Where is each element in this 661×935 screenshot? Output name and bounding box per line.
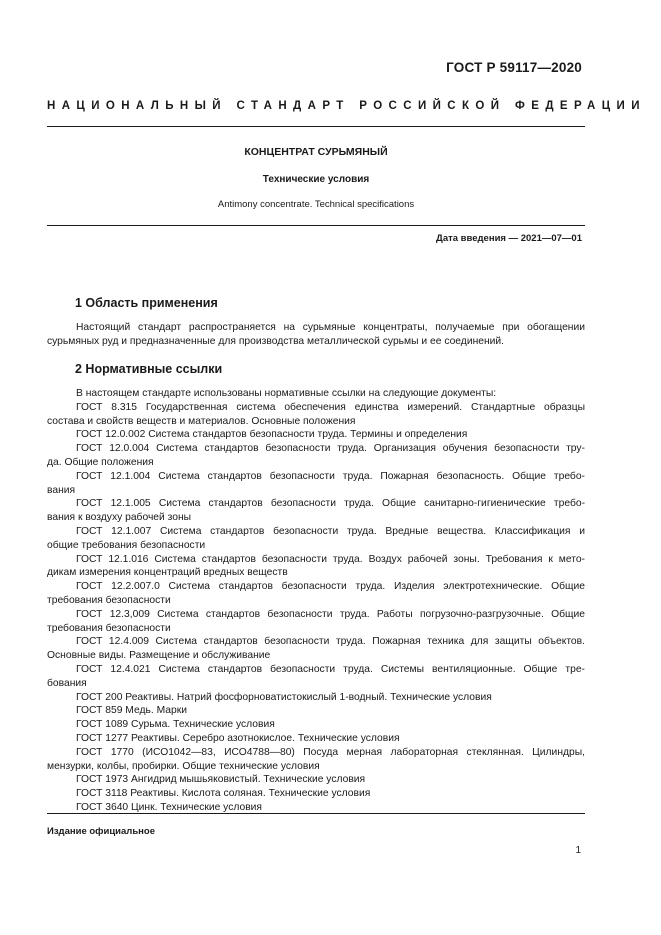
text-line: да. Общие положения [47,456,154,468]
text-line: бования [47,677,87,689]
title-divider [47,225,585,226]
text-line: ГОСТ 12.1.016 Система стандартов безопасности труда. Воздух рабочей зоны. Требования к мето- [76,553,585,565]
text-line: В настоящем стандарте использованы нормативные ссылки на следующие документы: [76,388,497,399]
text-line: ГОСТ 1973 Ангидрид мышьяковистый. Технические условия [76,774,366,786]
top-divider [47,126,585,127]
text-line: ГОСТ 12.0.002 Система стандартов безопасности труда. Термины и определения [76,429,468,441]
text-line: сурьмяных руд и предназначенные для производства металлической сурьмы и ее соединений. [47,335,505,347]
text-line: ГОСТ 12.4.009 Система стандартов безопасности труда. Пожарная техника для защиты объектов. [76,636,585,648]
text-line: ГОСТ 3640 Цинк. Технические условия [76,801,263,813]
text-line: общие требования безопасности [47,539,206,551]
text-line: ГОСТ 12.2.007.0 Система стандартов безопасности труда. Изделия электротехнические. Общие [76,581,585,593]
document-subtitle: Технические условия [262,174,370,185]
text-line: требования безопасности [47,594,171,606]
section-1-text [47,321,585,349]
text-line: ГОСТ 1089 Сурьма. Технические условия [76,719,275,731]
page-number: 1 [575,845,581,856]
text-line: ГОСТ 12.1.007 Система стандартов безопасности труда. Вредные вещества. Классификация и [76,525,585,537]
footer-divider [47,813,585,814]
text-line: ГОСТ 1277 Реактивы. Серебро азотнокислое. Технические условия [76,732,400,744]
text-line: Основные виды. Размещение и обслуживание [47,650,271,662]
text-line: ГОСТ 12.0.004 Система стандартов безопасности труда. Организация обучения безопасности тру- [76,443,585,455]
introduction-date: Дата введения — 2021—07—01 [436,233,582,244]
text-line: вания [47,484,76,496]
section-2-heading: 2 Нормативные ссылки [75,362,223,376]
section-2-text [47,387,585,815]
text-line: состава и свойств веществ и материалов. Основные положения [47,415,356,427]
text-line: ГОСТ 8.315 Государственная система обеспечения единства измерений. Стандартные образцы [76,401,585,413]
text-line: ГОСТ 12.1.005 Система стандартов безопасности труда. Общие санитарно-гигиенические требо- [76,498,585,510]
text-line: вания к воздуху рабочей зоны [47,512,192,524]
text-line: ГОСТ 1770 (ИСО1042—83, ИСО4788—80) Посуда мерная лабораторная стеклянная. Цилиндры, [76,746,585,758]
document-title: КОНЦЕНТРАТ СУРЬМЯНЫЙ [244,146,388,158]
text-line: ГОСТ 3118 Реактивы. Кислота соляная. Технические условия [76,788,371,800]
text-line: ГОСТ 12.3,009 Система стандартов безопасности труда. Работы погрузочно-разгрузочные. Общие [76,608,585,620]
text-line: ГОСТ 12.1.004 Система стандартов безопасности труда. Пожарная безопасность. Общие требо- [76,470,585,482]
text-line: ГОСТ 12.4.021 Система стандартов безопасности труда. Системы вентиляционные. Общие тре- [76,663,585,675]
document-number: ГОСТ Р 59117—2020 [446,60,582,75]
text-line: мензурки, колбы, пробирки. Общие технические условия [47,760,320,772]
text-line: ГОСТ 859 Медь. Марки [76,705,187,717]
text-line: требования безопасности [47,622,171,634]
text-line: ГОСТ 200 Реактивы. Натрий фосфорноватистокислый 1-водный. Технические условия [76,691,492,703]
section-1-heading: 1 Область применения [75,296,218,310]
text-line: Настоящий стандарт распространяется на сурьмяные концентраты, получаемые при обогащении [76,322,585,333]
national-standard-banner: НАЦИОНАЛЬНЫЙ СТАНДАРТ РОССИЙСКОЙ ФЕДЕРАЦИИ [47,100,646,112]
english-title: Antimony concentrate. Technical specifications [217,199,415,210]
text-line: дикам измерения концентраций вредных веществ [47,567,288,579]
official-edition-label: Издание официальное [47,826,155,837]
